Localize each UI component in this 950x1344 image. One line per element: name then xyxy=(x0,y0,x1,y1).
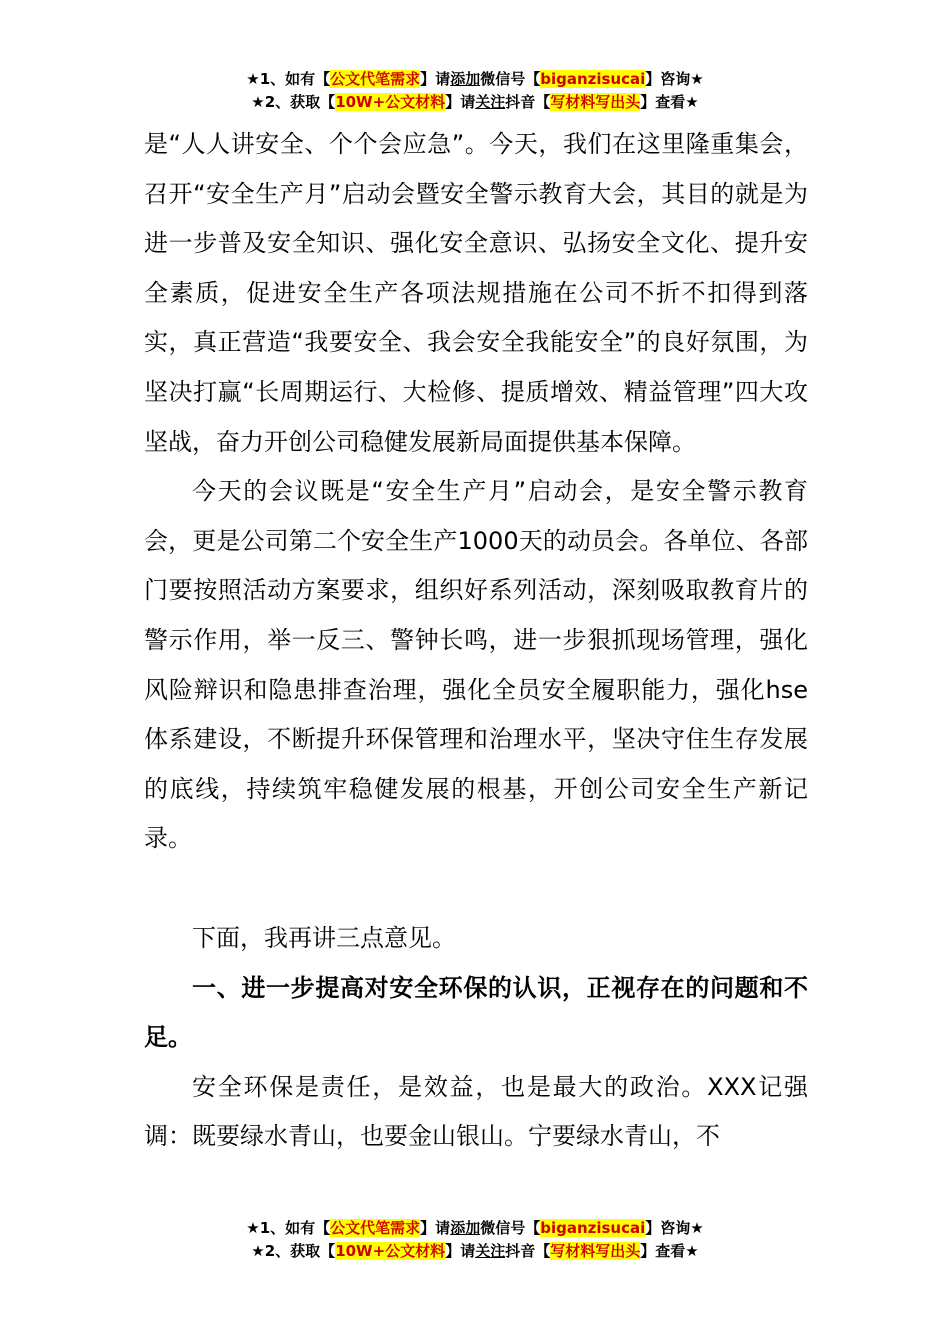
banner-emphasis: 添加 xyxy=(450,70,481,88)
paragraph-spacer xyxy=(144,864,808,914)
highlight-wechat-id: biganzisucai xyxy=(540,70,646,88)
banner-text: 微信号【 xyxy=(480,70,541,88)
highlight-service: 公文代笔需求 xyxy=(330,1219,421,1237)
banner-text: 】请 xyxy=(420,1219,451,1237)
header-banner xyxy=(0,68,950,114)
banner-text: 】查看★ xyxy=(640,93,699,111)
paragraph-meeting: 今天的会议既是“安全生产月”启动会，是安全警示教育会，更是公司第二个安全生产1000天的动员会。各单位、各部门要按照活动方案要求，组织好系列活动，深刻吸取教育片的警示作用，举一反三、警钟长鸣，进一步狠抓现场管理，强化风险辩识和隐患排查治理，强化全员安全履职能力，强化hse体系建设，不断提升环保管理和治理水平，坚决守住生存发展的底线，持续筑牢稳健发展的根基，开创公司安全生产新记录。 xyxy=(144,477,808,853)
banner-line-1 xyxy=(0,1217,950,1240)
banner-text: ★2、获取【 xyxy=(251,1242,336,1260)
highlight-materials: 10W+公文材料 xyxy=(335,93,446,111)
highlight-materials: 10W+公文材料 xyxy=(335,1242,446,1260)
banner-text: 】查看★ xyxy=(640,1242,699,1260)
banner-text: 】咨询★ xyxy=(645,1219,704,1237)
highlight-service: 公文代笔需求 xyxy=(330,70,421,88)
footer-banner xyxy=(0,1217,950,1263)
banner-text: 抖音【 xyxy=(505,1242,551,1260)
banner-text: ★1、如有【 xyxy=(246,70,331,88)
banner-emphasis: 添加 xyxy=(450,1219,481,1237)
banner-text: ★1、如有【 xyxy=(246,1219,331,1237)
banner-text: 抖音【 xyxy=(505,93,551,111)
paragraph-safety: 安全环保是责任，是效益，也是最大的政治。XXX记强调：既要绿水青山，也要金山银山。宁要绿水青山，不 xyxy=(144,1072,808,1151)
banner-text: 】请 xyxy=(445,1242,476,1260)
document-body xyxy=(144,120,808,1162)
highlight-douyin-account: 写材料写出头 xyxy=(550,93,641,111)
highlight-douyin-account: 写材料写出头 xyxy=(550,1242,641,1260)
banner-line-2 xyxy=(0,91,950,114)
section-heading-1: 一、进一步提高对安全环保的认识，正视存在的问题和不足。 xyxy=(144,973,808,1052)
banner-emphasis: 关注 xyxy=(475,93,506,111)
banner-text: 】请 xyxy=(420,70,451,88)
banner-line-1 xyxy=(0,68,950,91)
banner-line-2 xyxy=(0,1240,950,1263)
highlight-wechat-id: biganzisucai xyxy=(540,1219,646,1237)
banner-text: ★2、获取【 xyxy=(251,93,336,111)
banner-emphasis: 关注 xyxy=(475,1242,506,1260)
banner-text: 】请 xyxy=(445,93,476,111)
banner-text: 】咨询★ xyxy=(645,70,704,88)
banner-text: 微信号【 xyxy=(480,1219,541,1237)
paragraph-continuation: 是“人人讲安全、个个会应急”。今天，我们在这里隆重集会，召开“安全生产月”启动会暨安全警示教育大会，其目的就是为进一步普及安全知识、强化安全意识、弘扬安全文化、提升安全素质，促进安全生产各项法规措施在公司不折不扣得到落实，真正营造“我要安全、我会安全我能安全”的良好氛围，为坚决打赢“长周期运行、大检修、提质增效、精益管理”四大攻坚战，奋力开创公司稳健发展新局面提供基本保障。 xyxy=(144,130,808,456)
paragraph-intro-points: 下面，我再讲三点意见。 xyxy=(192,923,456,952)
